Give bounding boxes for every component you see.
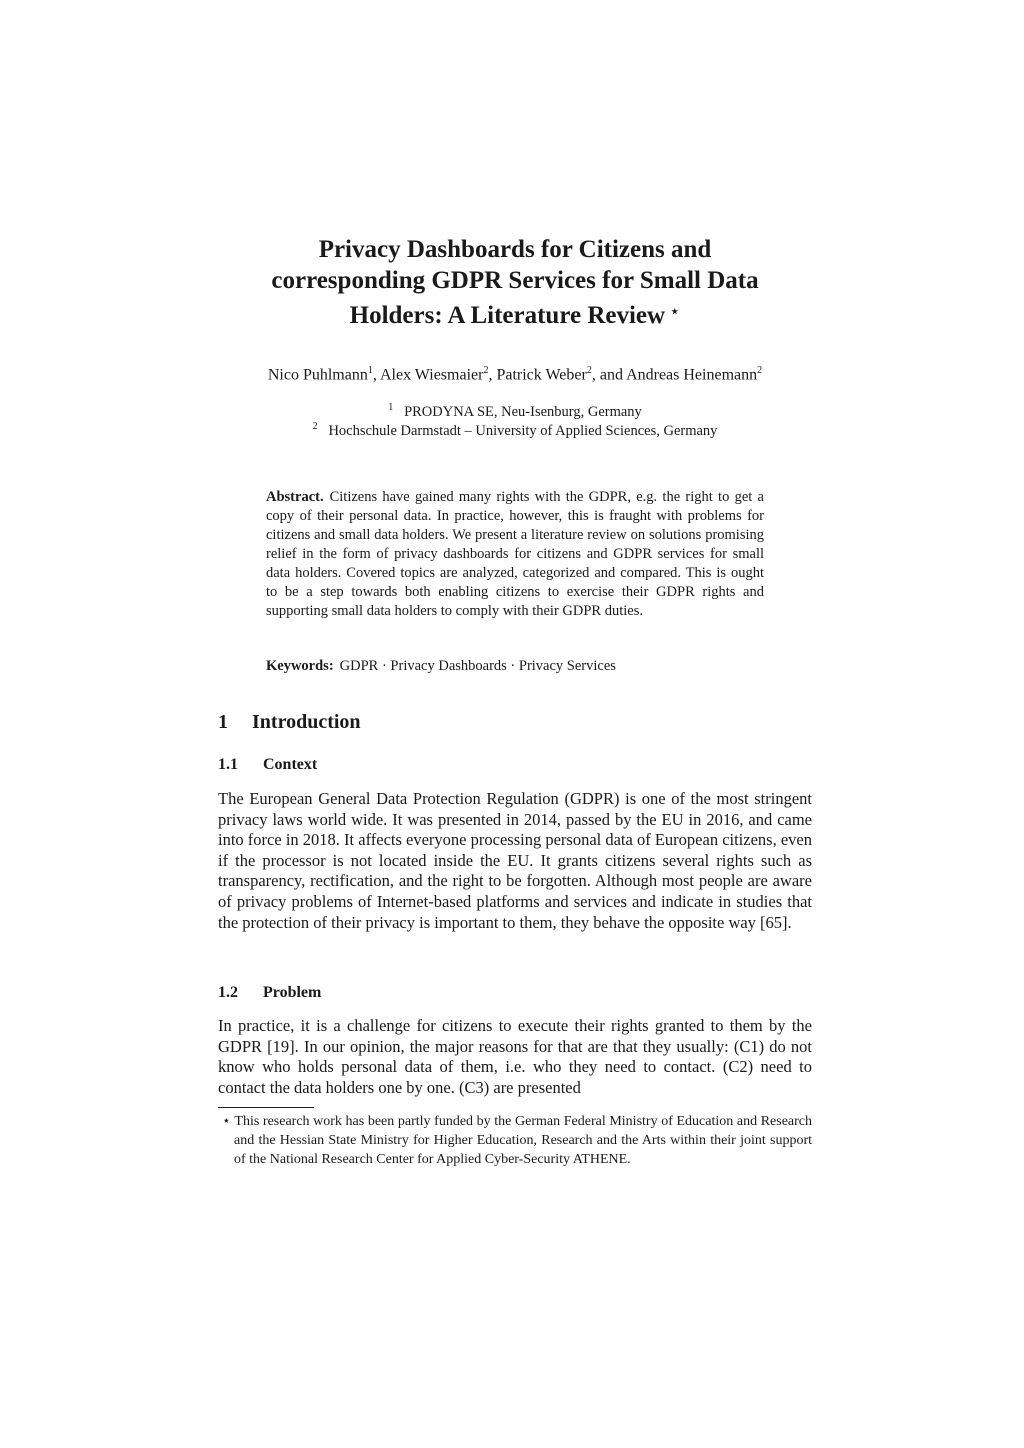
author-name: Patrick Weber <box>496 366 587 384</box>
title-footnote-mark: ⋆ <box>669 301 681 321</box>
subsection-heading-context <box>218 756 317 774</box>
author-name: Nico Puhlmann <box>267 366 368 384</box>
author-affiliation-mark: 1 <box>367 365 373 376</box>
keywords-label: Keywords: <box>266 658 334 674</box>
author-name: Alex Wiesmaier <box>379 366 484 384</box>
section-heading-introduction <box>218 711 361 734</box>
footnote <box>218 1112 812 1169</box>
subsection-number: 1.1 <box>218 756 238 773</box>
affiliation-2 <box>218 421 812 440</box>
subsection-title: Context <box>263 756 318 773</box>
abstract-text: Citizens have gained many rights with the GDPR, e.g. the right to get a copy of their personal data. In practice, however, this is fraught with problems for citizens and small data holders. We present a literature review on solutions promising relief in the form of privacy dashboards for citizens and GDPR services for small data holders. Covered topics are analyzed, categorized and compared. This is ought to be a step towards both enabling citizens to exercise their GDPR rights and supporting small data holders to comply with their GDPR duties. <box>266 489 764 619</box>
affiliation-number: 2 <box>312 421 318 432</box>
section-title: Introduction <box>252 711 361 733</box>
title-line-3-text: Holders: A Literature Review <box>349 302 666 329</box>
affiliation-1 <box>218 402 812 421</box>
title-line-3 <box>218 296 812 331</box>
author-affiliation-mark: 2 <box>586 365 592 376</box>
problem-paragraph: In practice, it is a challenge for citizens to execute their rights granted to them by the GDPR [19]. In our opinion, the major reasons for that are that they usually: (C1) do not know who holds personal data of them, i.e. who they need to contact. (C2) need to contact the data holders one by one. (C3) are presented <box>218 1016 812 1097</box>
subsection-title: Problem <box>263 984 322 1001</box>
affiliation-text: Hochschule Darmstadt – University of Applied Sciences, Germany <box>328 422 718 439</box>
author-separator: , <box>372 366 380 384</box>
footnote-mark: ⋆ <box>222 1114 231 1129</box>
footnote-text: This research work has been partly funded by the German Federal Ministry of Education and Research and the Hessian State Ministry for Higher Education, Research and the Arts within their joint support of the National Research Center for Applied Cyber-Security ATHENE. <box>234 1114 813 1167</box>
subsection-number: 1.2 <box>218 984 238 1001</box>
author-separator: , <box>488 366 497 384</box>
section-number: 1 <box>218 711 228 733</box>
abstract <box>266 488 764 621</box>
paper-title <box>218 234 812 331</box>
author-separator: , and <box>591 366 627 384</box>
author-affiliation-mark: 2 <box>757 365 763 376</box>
subsection-heading-problem <box>218 984 321 1002</box>
title-line-2: corresponding GDPR Services for Small Data <box>271 267 759 294</box>
title-line-1: Privacy Dashboards for Citizens and <box>318 236 712 263</box>
author-affiliation-mark: 2 <box>483 365 489 376</box>
footnote-rule <box>218 1107 314 1108</box>
affiliation-text: PRODYNA SE, Neu-Isenburg, Germany <box>404 403 642 420</box>
context-paragraph: The European General Data Protection Regulation (GDPR) is one of the most stringent privacy laws world wide. It was presented in 2014, passed by the EU in 2016, and came into force in 2018. It affects everyone processing personal data of European citizens, even if the processor is not located inside the EU. It grants citizens several rights such as transparency, rectification, and the right to be forgotten. Although most people are aware of privacy problems of Internet-based platforms and services and indicate in studies that the protection of their privacy is important to them, they behave the opposite way [65]. <box>218 789 812 932</box>
keywords-text: GDPR · Privacy Dashboards · Privacy Services <box>339 658 616 674</box>
abstract-label: Abstract. <box>266 489 324 505</box>
affiliation-number: 1 <box>388 402 394 413</box>
author-name: Andreas Heinemann <box>626 366 758 384</box>
author-list <box>218 365 812 384</box>
keywords <box>266 658 764 675</box>
